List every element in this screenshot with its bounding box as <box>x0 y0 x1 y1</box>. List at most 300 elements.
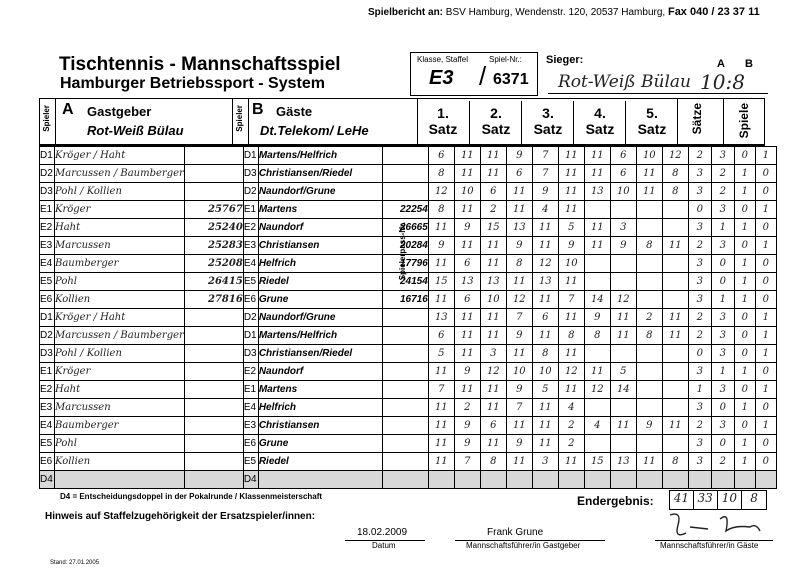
set-score[interactable] <box>454 471 480 489</box>
set-score[interactable]: 11 <box>428 291 454 309</box>
set-score[interactable]: 11 <box>532 237 558 255</box>
set-score[interactable] <box>584 471 610 489</box>
guest-pass-number[interactable] <box>382 147 428 165</box>
saetze-b[interactable]: 3 <box>711 345 734 363</box>
set-score[interactable]: 9 <box>506 237 532 255</box>
set-score[interactable] <box>662 435 688 453</box>
set-score[interactable]: 8 <box>428 165 454 183</box>
set-score[interactable]: 8 <box>662 453 688 471</box>
set-score[interactable] <box>662 363 688 381</box>
set-score[interactable]: 8 <box>662 183 688 201</box>
spiele-a[interactable]: 1 <box>734 399 755 417</box>
guest-pass-number[interactable] <box>382 309 428 327</box>
set-score[interactable]: 11 <box>480 165 506 183</box>
host-player-name[interactable]: Kröger <box>55 363 185 381</box>
set-score[interactable] <box>636 219 662 237</box>
set-score[interactable]: 11 <box>636 183 662 201</box>
set-score[interactable]: 11 <box>428 255 454 273</box>
set-score[interactable]: 6 <box>506 165 532 183</box>
set-score[interactable]: 11 <box>454 327 480 345</box>
spiele-a[interactable]: 1 <box>734 291 755 309</box>
set-score[interactable]: 6 <box>428 327 454 345</box>
host-player-name[interactable]: Pohl / Kollien <box>55 345 185 363</box>
spiele-a[interactable]: 1 <box>734 273 755 291</box>
spiele-b[interactable]: 0 <box>755 183 776 201</box>
host-player-name[interactable]: Kröger / Haht <box>55 147 185 165</box>
spiele-a[interactable]: 0 <box>734 201 755 219</box>
set-score[interactable]: 15 <box>428 273 454 291</box>
set-score[interactable]: 2 <box>558 417 584 435</box>
set-score[interactable]: 12 <box>532 255 558 273</box>
guest-player-name[interactable]: Martens/Helfrich <box>258 327 382 345</box>
guest-pass-number[interactable]: 17796 <box>382 255 428 273</box>
guest-pass-number[interactable] <box>382 363 428 381</box>
saetze-b[interactable]: 0 <box>711 273 734 291</box>
guest-pass-number[interactable] <box>382 165 428 183</box>
spiele-b[interactable]: 1 <box>755 381 776 399</box>
set-score[interactable]: 10 <box>480 291 506 309</box>
set-score[interactable] <box>636 399 662 417</box>
set-score[interactable]: 4 <box>532 201 558 219</box>
host-pass-number[interactable] <box>184 147 243 165</box>
saetze-b[interactable] <box>711 471 734 489</box>
set-score[interactable]: 11 <box>584 165 610 183</box>
set-score[interactable]: 11 <box>480 381 506 399</box>
set-score[interactable] <box>610 399 636 417</box>
set-score[interactable]: 8 <box>428 201 454 219</box>
host-player-name[interactable]: Haht <box>55 381 185 399</box>
set-score[interactable] <box>636 345 662 363</box>
spiele-a[interactable]: 0 <box>734 147 755 165</box>
set-score[interactable]: 12 <box>480 363 506 381</box>
saetze-b[interactable]: 1 <box>711 219 734 237</box>
guest-player-name[interactable]: Riedel <box>258 273 382 291</box>
set-score[interactable]: 8 <box>636 237 662 255</box>
saetze-a[interactable]: 3 <box>688 183 711 201</box>
spiele-a[interactable]: 1 <box>734 219 755 237</box>
saetze-a[interactable]: 3 <box>688 165 711 183</box>
set-score[interactable]: 11 <box>454 381 480 399</box>
spiele-a[interactable]: 0 <box>734 345 755 363</box>
set-score[interactable]: 5 <box>558 219 584 237</box>
set-score[interactable]: 11 <box>480 435 506 453</box>
set-score[interactable]: 6 <box>610 147 636 165</box>
set-score[interactable] <box>558 471 584 489</box>
guest-player-name[interactable]: Helfrich <box>258 255 382 273</box>
set-score[interactable]: 11 <box>428 435 454 453</box>
guest-player-name[interactable]: Naundorf <box>258 219 382 237</box>
set-score[interactable]: 11 <box>454 147 480 165</box>
set-score[interactable] <box>506 471 532 489</box>
set-score[interactable]: 11 <box>662 417 688 435</box>
guest-pass-number[interactable] <box>382 183 428 201</box>
set-score[interactable]: 5 <box>428 345 454 363</box>
set-score[interactable]: 13 <box>584 183 610 201</box>
set-score[interactable]: 11 <box>480 237 506 255</box>
set-score[interactable]: 11 <box>506 345 532 363</box>
spiele-a[interactable]: 1 <box>734 435 755 453</box>
guest-pass-number[interactable]: 26665 <box>382 219 428 237</box>
host-pass-number[interactable]: 25767 <box>184 201 243 219</box>
set-score[interactable]: 13 <box>610 453 636 471</box>
guest-player-name[interactable]: Christiansen <box>258 417 382 435</box>
set-score[interactable] <box>636 201 662 219</box>
set-score[interactable]: 10 <box>454 183 480 201</box>
set-score[interactable]: 11 <box>584 363 610 381</box>
set-score[interactable] <box>662 201 688 219</box>
set-score[interactable]: 11 <box>532 291 558 309</box>
host-player-name[interactable]: Pohl / Kollien <box>55 183 185 201</box>
set-score[interactable]: 15 <box>584 453 610 471</box>
set-score[interactable]: 8 <box>636 327 662 345</box>
set-score[interactable] <box>428 471 454 489</box>
set-score[interactable]: 11 <box>558 201 584 219</box>
saetze-a[interactable]: 3 <box>688 219 711 237</box>
set-score[interactable] <box>610 273 636 291</box>
spiele-b[interactable]: 1 <box>755 147 776 165</box>
saetze-a[interactable]: 2 <box>688 237 711 255</box>
set-score[interactable]: 8 <box>662 165 688 183</box>
set-score[interactable]: 15 <box>480 219 506 237</box>
host-player-name[interactable]: Kröger / Haht <box>55 309 185 327</box>
saetze-a[interactable]: 0 <box>688 201 711 219</box>
set-score[interactable]: 9 <box>558 237 584 255</box>
set-score[interactable]: 4 <box>558 399 584 417</box>
set-score[interactable] <box>662 219 688 237</box>
spiele-a[interactable] <box>734 471 755 489</box>
guest-player-name[interactable]: Christiansen <box>258 237 382 255</box>
set-score[interactable] <box>610 255 636 273</box>
set-score[interactable]: 5 <box>532 381 558 399</box>
set-score[interactable]: 11 <box>584 219 610 237</box>
set-score[interactable]: 11 <box>558 147 584 165</box>
set-score[interactable]: 11 <box>454 201 480 219</box>
saetze-b[interactable]: 2 <box>711 165 734 183</box>
set-score[interactable]: 10 <box>506 363 532 381</box>
host-pass-number[interactable] <box>184 183 243 201</box>
guest-pass-number[interactable] <box>382 453 428 471</box>
set-score[interactable] <box>662 345 688 363</box>
saetze-b[interactable]: 1 <box>711 363 734 381</box>
spiele-b[interactable]: 0 <box>755 219 776 237</box>
spiele-b[interactable]: 1 <box>755 327 776 345</box>
set-score[interactable]: 10 <box>636 147 662 165</box>
set-score[interactable]: 8 <box>584 327 610 345</box>
saetze-b[interactable]: 3 <box>711 327 734 345</box>
set-score[interactable]: 14 <box>584 291 610 309</box>
host-pass-number[interactable] <box>184 453 243 471</box>
set-score[interactable] <box>636 435 662 453</box>
set-score[interactable] <box>636 255 662 273</box>
set-score[interactable]: 11 <box>558 183 584 201</box>
set-score[interactable]: 11 <box>584 237 610 255</box>
set-score[interactable]: 8 <box>532 345 558 363</box>
set-score[interactable]: 5 <box>610 363 636 381</box>
set-score[interactable]: 13 <box>428 309 454 327</box>
set-score[interactable]: 7 <box>532 165 558 183</box>
saetze-a[interactable]: 3 <box>688 435 711 453</box>
set-score[interactable] <box>584 399 610 417</box>
saetze-b[interactable]: 3 <box>711 201 734 219</box>
guest-player-name[interactable]: Martens <box>258 201 382 219</box>
set-score[interactable]: 9 <box>636 417 662 435</box>
set-score[interactable]: 10 <box>558 255 584 273</box>
set-score[interactable]: 11 <box>636 165 662 183</box>
set-score[interactable] <box>610 435 636 453</box>
guest-pass-number[interactable] <box>382 345 428 363</box>
set-score[interactable] <box>584 255 610 273</box>
guest-pass-number[interactable] <box>382 417 428 435</box>
guest-pass-number[interactable]: 16716 <box>382 291 428 309</box>
saetze-a[interactable]: 0 <box>688 345 711 363</box>
guest-player-name[interactable]: Christiansen/Riedel <box>258 345 382 363</box>
set-score[interactable] <box>610 201 636 219</box>
set-score[interactable]: 11 <box>454 345 480 363</box>
host-pass-number[interactable]: 27816 <box>184 291 243 309</box>
host-pass-number[interactable]: 25283 <box>184 237 243 255</box>
set-score[interactable]: 9 <box>506 147 532 165</box>
set-score[interactable]: 11 <box>532 399 558 417</box>
set-score[interactable]: 9 <box>454 417 480 435</box>
set-score[interactable]: 3 <box>610 219 636 237</box>
set-score[interactable] <box>610 471 636 489</box>
spiele-b[interactable]: 1 <box>755 417 776 435</box>
set-score[interactable]: 11 <box>636 453 662 471</box>
set-score[interactable] <box>662 291 688 309</box>
set-score[interactable]: 11 <box>532 417 558 435</box>
host-pass-number[interactable]: 26415 <box>184 273 243 291</box>
set-score[interactable]: 14 <box>610 381 636 399</box>
spiele-a[interactable]: 1 <box>734 453 755 471</box>
host-player-name[interactable]: Kröger <box>55 201 185 219</box>
spiele-b[interactable]: 0 <box>755 255 776 273</box>
guest-player-name[interactable]: Martens/Helfrich <box>258 147 382 165</box>
guest-pass-number[interactable]: 22254 <box>382 201 428 219</box>
guest-player-name[interactable]: Helfrich <box>258 399 382 417</box>
host-player-name[interactable]: Haht <box>55 219 185 237</box>
saetze-a[interactable]: 2 <box>688 309 711 327</box>
set-score[interactable]: 9 <box>506 381 532 399</box>
spiele-a[interactable]: 1 <box>734 165 755 183</box>
set-score[interactable]: 11 <box>480 309 506 327</box>
guest-player-name[interactable]: Grune <box>258 435 382 453</box>
set-score[interactable]: 13 <box>506 219 532 237</box>
set-score[interactable]: 6 <box>454 255 480 273</box>
saetze-b[interactable]: 2 <box>711 453 734 471</box>
set-score[interactable]: 11 <box>428 363 454 381</box>
set-score[interactable]: 11 <box>558 345 584 363</box>
host-player-name[interactable]: Marcussen <box>55 237 185 255</box>
saetze-b[interactable]: 0 <box>711 435 734 453</box>
saetze-b[interactable]: 3 <box>711 147 734 165</box>
set-score[interactable] <box>636 273 662 291</box>
host-player-name[interactable]: Kollien <box>55 291 185 309</box>
set-score[interactable]: 2 <box>558 435 584 453</box>
host-pass-number[interactable] <box>184 471 243 489</box>
set-score[interactable]: 11 <box>532 219 558 237</box>
saetze-a[interactable]: 3 <box>688 255 711 273</box>
set-score[interactable]: 11 <box>454 165 480 183</box>
set-score[interactable]: 11 <box>532 327 558 345</box>
saetze-b[interactable]: 2 <box>711 183 734 201</box>
saetze-a[interactable]: 3 <box>688 399 711 417</box>
spiele-b[interactable]: 0 <box>755 165 776 183</box>
set-score[interactable]: 13 <box>454 273 480 291</box>
host-pass-number[interactable] <box>184 309 243 327</box>
set-score[interactable]: 11 <box>480 147 506 165</box>
set-score[interactable]: 11 <box>662 237 688 255</box>
spiele-a[interactable]: 1 <box>734 363 755 381</box>
set-score[interactable]: 11 <box>428 399 454 417</box>
set-score[interactable]: 11 <box>480 255 506 273</box>
set-score[interactable] <box>662 399 688 417</box>
set-score[interactable]: 12 <box>584 381 610 399</box>
set-score[interactable]: 6 <box>532 309 558 327</box>
set-score[interactable] <box>584 435 610 453</box>
saetze-a[interactable]: 3 <box>688 363 711 381</box>
set-score[interactable] <box>662 471 688 489</box>
set-score[interactable]: 12 <box>610 291 636 309</box>
set-score[interactable]: 11 <box>558 381 584 399</box>
set-score[interactable] <box>584 345 610 363</box>
host-pass-number[interactable] <box>184 363 243 381</box>
set-score[interactable]: 3 <box>480 345 506 363</box>
set-score[interactable]: 11 <box>532 435 558 453</box>
spiele-b[interactable]: 1 <box>755 345 776 363</box>
set-score[interactable]: 6 <box>610 165 636 183</box>
set-score[interactable] <box>662 255 688 273</box>
set-score[interactable]: 7 <box>532 147 558 165</box>
spiele-a[interactable]: 0 <box>734 381 755 399</box>
set-score[interactable]: 3 <box>532 453 558 471</box>
set-score[interactable]: 9 <box>454 363 480 381</box>
guest-player-name[interactable]: Naundorf/Grune <box>258 183 382 201</box>
set-score[interactable]: 7 <box>506 309 532 327</box>
set-score[interactable] <box>480 471 506 489</box>
set-score[interactable]: 9 <box>584 309 610 327</box>
set-score[interactable]: 11 <box>506 273 532 291</box>
spiele-b[interactable] <box>755 471 776 489</box>
host-player-name[interactable] <box>55 471 185 489</box>
set-score[interactable]: 11 <box>428 417 454 435</box>
host-player-name[interactable]: Kollien <box>55 453 185 471</box>
guest-player-name[interactable]: Martens <box>258 381 382 399</box>
set-score[interactable]: 11 <box>506 183 532 201</box>
set-score[interactable]: 8 <box>558 327 584 345</box>
set-score[interactable]: 12 <box>506 291 532 309</box>
set-score[interactable]: 4 <box>584 417 610 435</box>
host-pass-number[interactable]: 25240 <box>184 219 243 237</box>
host-pass-number[interactable] <box>184 399 243 417</box>
saetze-b[interactable]: 0 <box>711 399 734 417</box>
spiele-a[interactable]: 0 <box>734 327 755 345</box>
guest-pass-number[interactable]: 20284 <box>382 237 428 255</box>
set-score[interactable] <box>584 201 610 219</box>
spiele-b[interactable]: 0 <box>755 291 776 309</box>
set-score[interactable]: 6 <box>480 417 506 435</box>
guest-player-name[interactable]: Riedel <box>258 453 382 471</box>
set-score[interactable]: 11 <box>558 273 584 291</box>
saetze-b[interactable]: 3 <box>711 309 734 327</box>
host-player-name[interactable]: Marcussen / Baumberger <box>55 327 185 345</box>
host-player-name[interactable]: Pohl <box>55 273 185 291</box>
saetze-a[interactable]: 2 <box>688 147 711 165</box>
saetze-a[interactable]: 2 <box>688 327 711 345</box>
saetze-b[interactable]: 3 <box>711 381 734 399</box>
spiele-b[interactable]: 0 <box>755 273 776 291</box>
host-pass-number[interactable]: 25208 <box>184 255 243 273</box>
set-score[interactable]: 7 <box>454 453 480 471</box>
set-score[interactable]: 9 <box>454 435 480 453</box>
set-score[interactable]: 10 <box>532 363 558 381</box>
set-score[interactable]: 6 <box>428 147 454 165</box>
set-score[interactable]: 11 <box>558 165 584 183</box>
set-score[interactable]: 7 <box>558 291 584 309</box>
spiele-a[interactable]: 0 <box>734 309 755 327</box>
saetze-a[interactable] <box>688 471 711 489</box>
set-score[interactable] <box>662 381 688 399</box>
set-score[interactable]: 2 <box>454 399 480 417</box>
set-score[interactable] <box>662 273 688 291</box>
guest-pass-number[interactable]: 24154 <box>382 273 428 291</box>
spiele-b[interactable]: 0 <box>755 453 776 471</box>
saetze-b[interactable]: 1 <box>711 291 734 309</box>
set-score[interactable]: 11 <box>506 453 532 471</box>
spiele-a[interactable]: 1 <box>734 255 755 273</box>
set-score[interactable] <box>636 381 662 399</box>
set-score[interactable]: 9 <box>428 237 454 255</box>
set-score[interactable]: 11 <box>662 327 688 345</box>
saetze-b[interactable]: 3 <box>711 237 734 255</box>
set-score[interactable]: 11 <box>610 327 636 345</box>
set-score[interactable]: 12 <box>558 363 584 381</box>
host-pass-number[interactable] <box>184 327 243 345</box>
set-score[interactable]: 11 <box>558 453 584 471</box>
saetze-a[interactable]: 1 <box>688 381 711 399</box>
set-score[interactable]: 8 <box>506 255 532 273</box>
spiele-b[interactable]: 0 <box>755 363 776 381</box>
host-player-name[interactable]: Baumberger <box>55 255 185 273</box>
set-score[interactable]: 11 <box>428 453 454 471</box>
spiele-a[interactable]: 0 <box>734 237 755 255</box>
spiele-b[interactable]: 1 <box>755 237 776 255</box>
guest-player-name[interactable]: Naundorf/Grune <box>258 309 382 327</box>
set-score[interactable]: 7 <box>428 381 454 399</box>
set-score[interactable]: 11 <box>610 309 636 327</box>
set-score[interactable] <box>610 345 636 363</box>
spiele-b[interactable]: 1 <box>755 309 776 327</box>
spiele-b[interactable]: 0 <box>755 435 776 453</box>
set-score[interactable]: 2 <box>636 309 662 327</box>
set-score[interactable]: 13 <box>532 273 558 291</box>
set-score[interactable] <box>636 363 662 381</box>
spiele-a[interactable]: 0 <box>734 417 755 435</box>
set-score[interactable]: 11 <box>610 417 636 435</box>
set-score[interactable] <box>636 291 662 309</box>
guest-player-name[interactable]: Naundorf <box>258 363 382 381</box>
saetze-a[interactable]: 3 <box>688 273 711 291</box>
set-score[interactable]: 12 <box>428 183 454 201</box>
set-score[interactable]: 8 <box>480 453 506 471</box>
set-score[interactable]: 7 <box>506 399 532 417</box>
set-score[interactable]: 11 <box>428 219 454 237</box>
set-score[interactable]: 11 <box>480 399 506 417</box>
guest-pass-number[interactable] <box>382 381 428 399</box>
host-pass-number[interactable] <box>184 345 243 363</box>
saetze-a[interactable]: 3 <box>688 453 711 471</box>
saetze-a[interactable]: 2 <box>688 417 711 435</box>
host-player-name[interactable]: Pohl <box>55 435 185 453</box>
